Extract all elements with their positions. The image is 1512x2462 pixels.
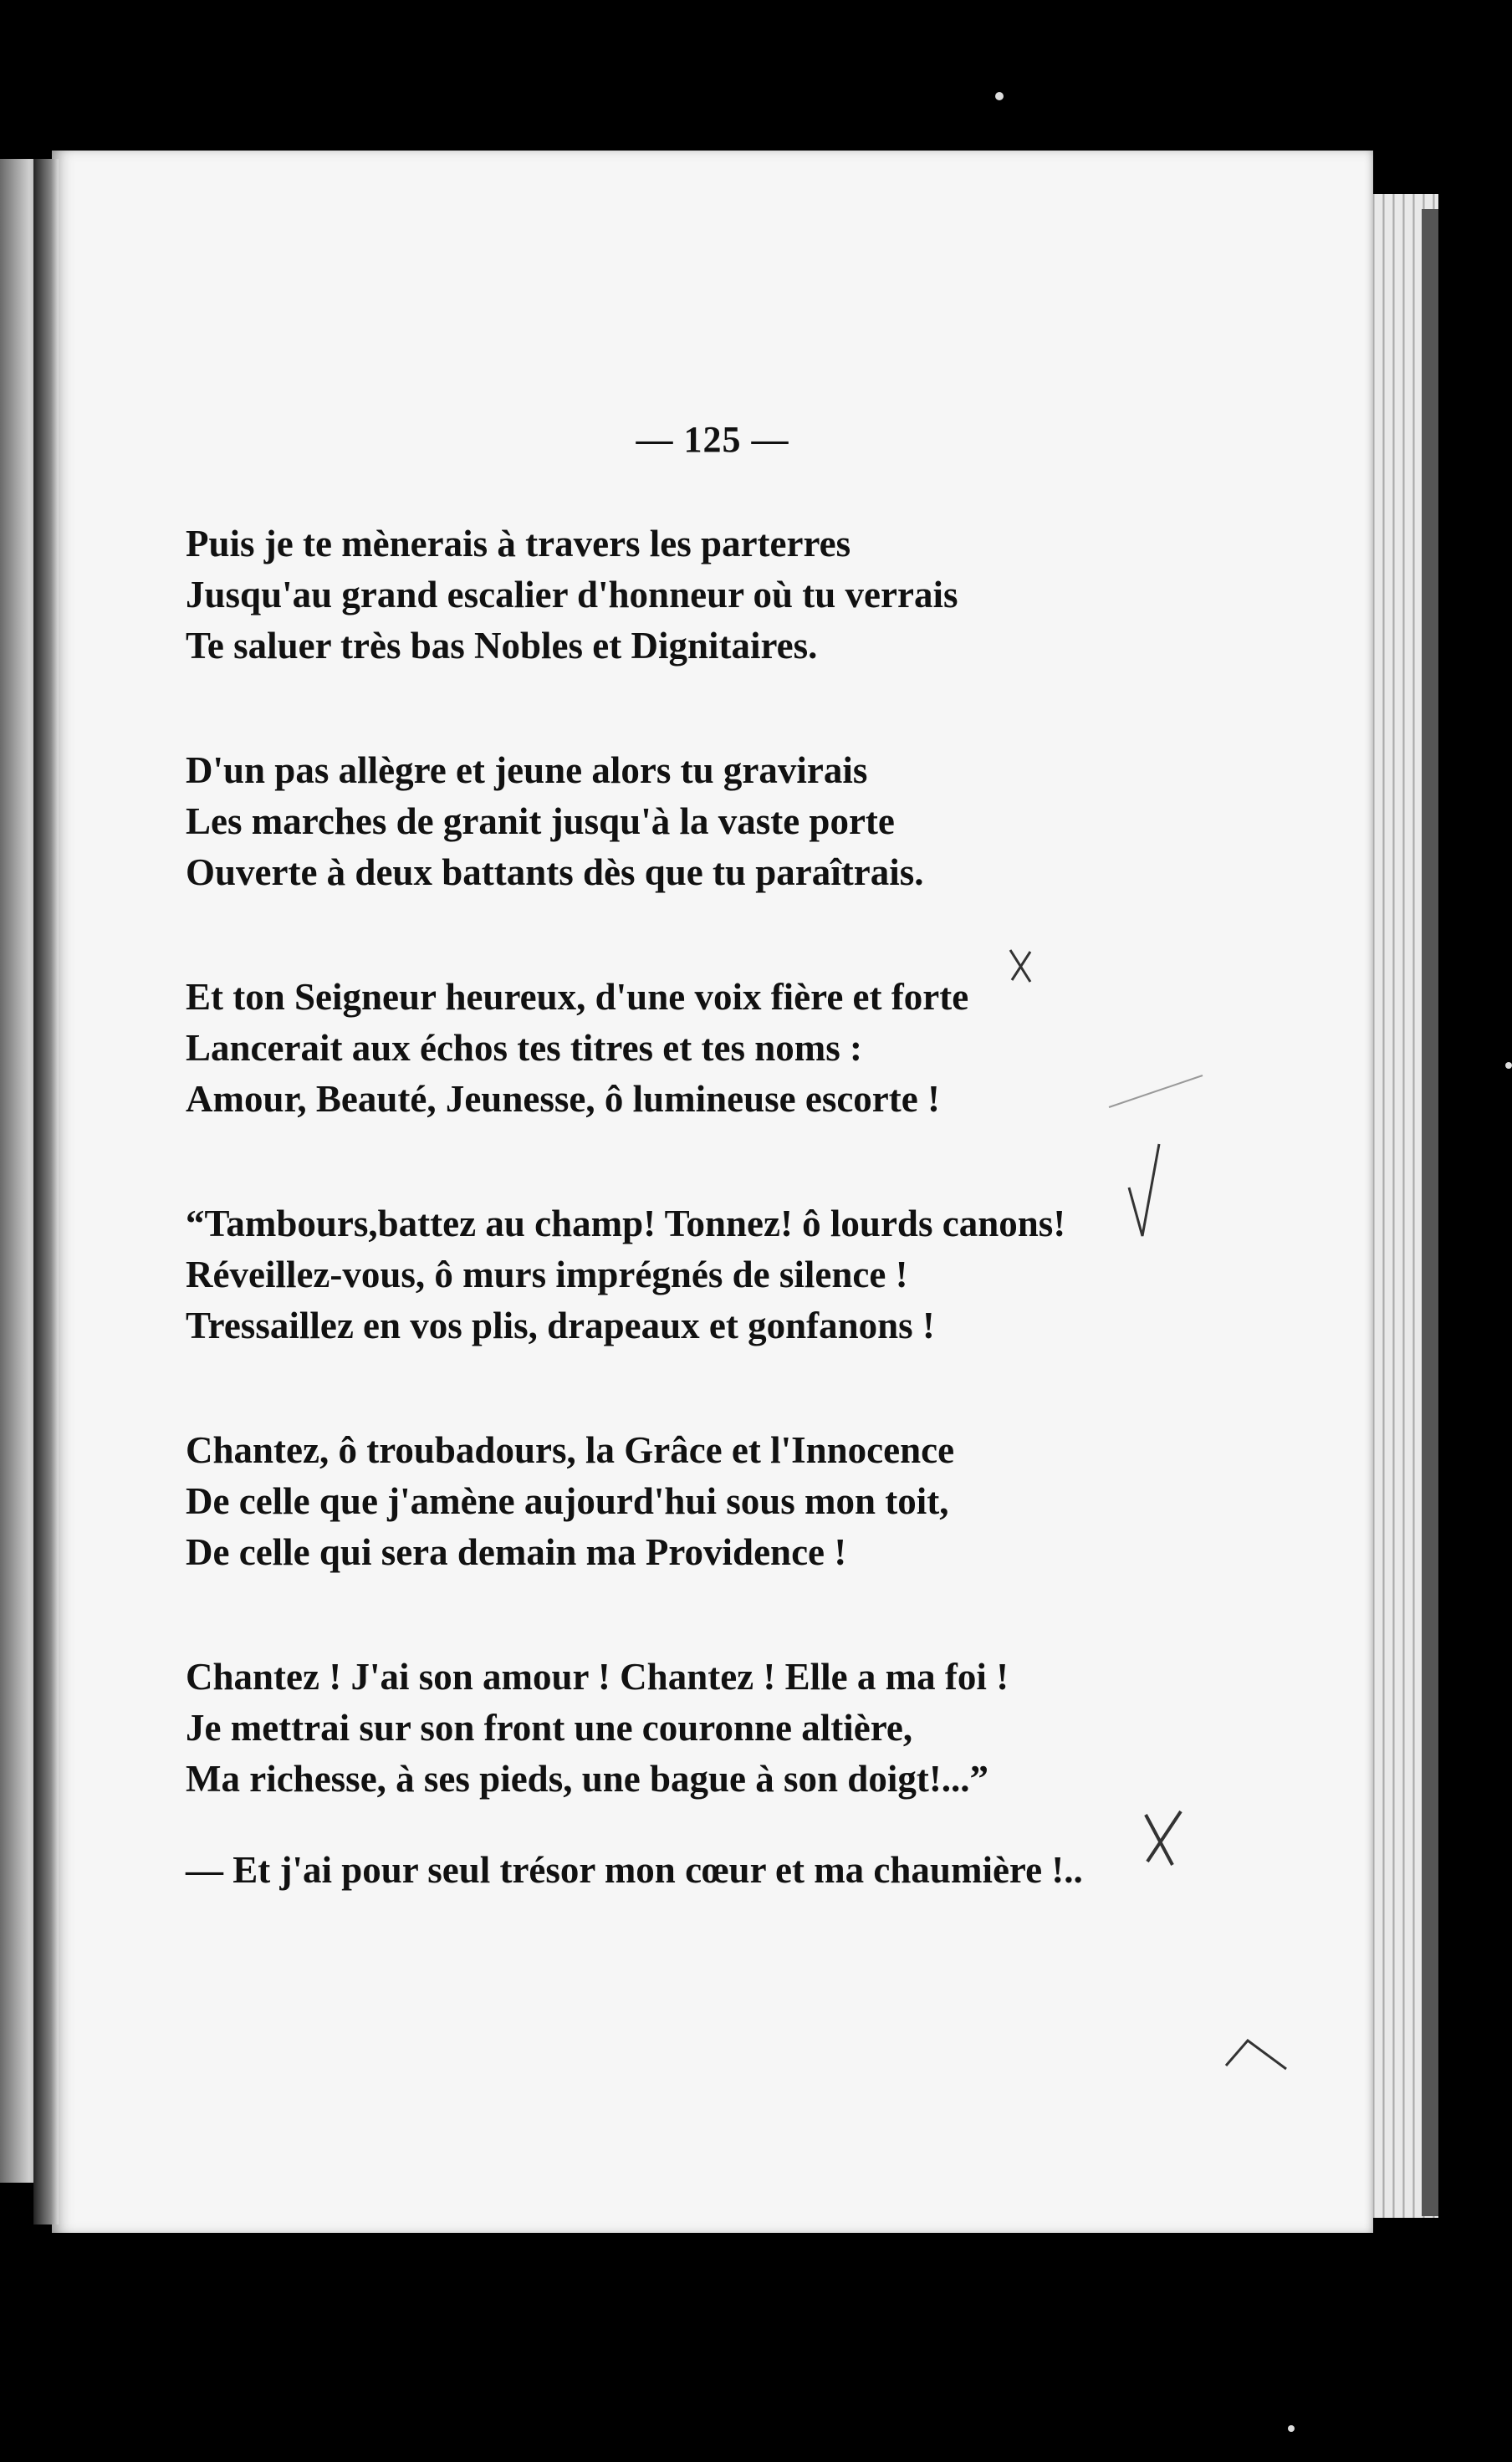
poem-line: Les marches de granit jusqu'à la vaste porte: [186, 800, 895, 842]
book-page: [52, 151, 1373, 2233]
stanza-6: [186, 1652, 1323, 1805]
poem-line: Puis je te mènerais à travers les parterres: [186, 523, 851, 564]
poem-line: Amour, Beauté, Jeunesse, ô lumineuse escorte !: [186, 1078, 940, 1120]
poem-line: Et ton Seigneur heureux, d'une voix fière et forte: [186, 976, 969, 1018]
poem-line: Chantez ! J'ai son amour ! Chantez ! Elle a ma foi !: [186, 1656, 1009, 1698]
poem-line: Ouverte à deux battants dès que tu paraîtrais.: [186, 851, 924, 893]
dust-speck: [995, 92, 1004, 100]
pencil-stroke-icon: [1106, 1070, 1206, 1112]
stanza-1: [186, 518, 1323, 672]
stanza-2: [186, 745, 1323, 898]
poem-line: “Tambours,battez au champ! Tonnez! ô lourds canons!: [186, 1203, 1066, 1244]
gutter-shadow: [33, 159, 59, 2224]
poem-line: De celle qui sera demain ma Providence !: [186, 1531, 847, 1573]
page-number: — 125 —: [636, 419, 789, 460]
poem-line: Jusqu'au grand escalier d'honneur où tu verrais: [186, 574, 958, 616]
book-cover-edge: [1422, 209, 1438, 2216]
poem-line: De celle que j'amène aujourd'hui sous mon toit,: [186, 1480, 949, 1522]
stanza-5: [186, 1425, 1323, 1578]
poem-line: Lancerait aux échos tes titres et tes noms :: [186, 1027, 862, 1069]
pencil-cross-mark-icon: [1139, 1806, 1189, 1873]
poem-line: Je mettrai sur son front une couronne altière,: [186, 1707, 913, 1749]
poem-line: D'un pas allègre et jeune alors tu gravirais: [186, 749, 868, 791]
poem-line: Réveillez-vous, ô murs imprégnés de silence !: [186, 1254, 908, 1295]
poem-line: Tressaillez en vos plis, drapeaux et gonfanons !: [186, 1305, 935, 1346]
dust-speck: [1505, 1062, 1512, 1069]
pencil-caret-mark-icon: [1223, 2032, 1290, 2074]
dust-speck: [1288, 2425, 1295, 2432]
pencil-cross-mark-icon: [1005, 945, 1039, 987]
poem-line: Te saluer très bas Nobles et Dignitaires.: [186, 625, 818, 667]
poem-line: Chantez, ô troubadours, la Grâce et l'Innocence: [186, 1429, 955, 1471]
pencil-check-mark-icon: [1122, 1137, 1172, 1246]
poem-line: Ma richesse, à ses pieds, une bague à son doigt!...”: [186, 1758, 989, 1800]
closing-line: — Et j'ai pour seul trésor mon cœur et ma chaumière !..: [186, 1849, 1083, 1891]
